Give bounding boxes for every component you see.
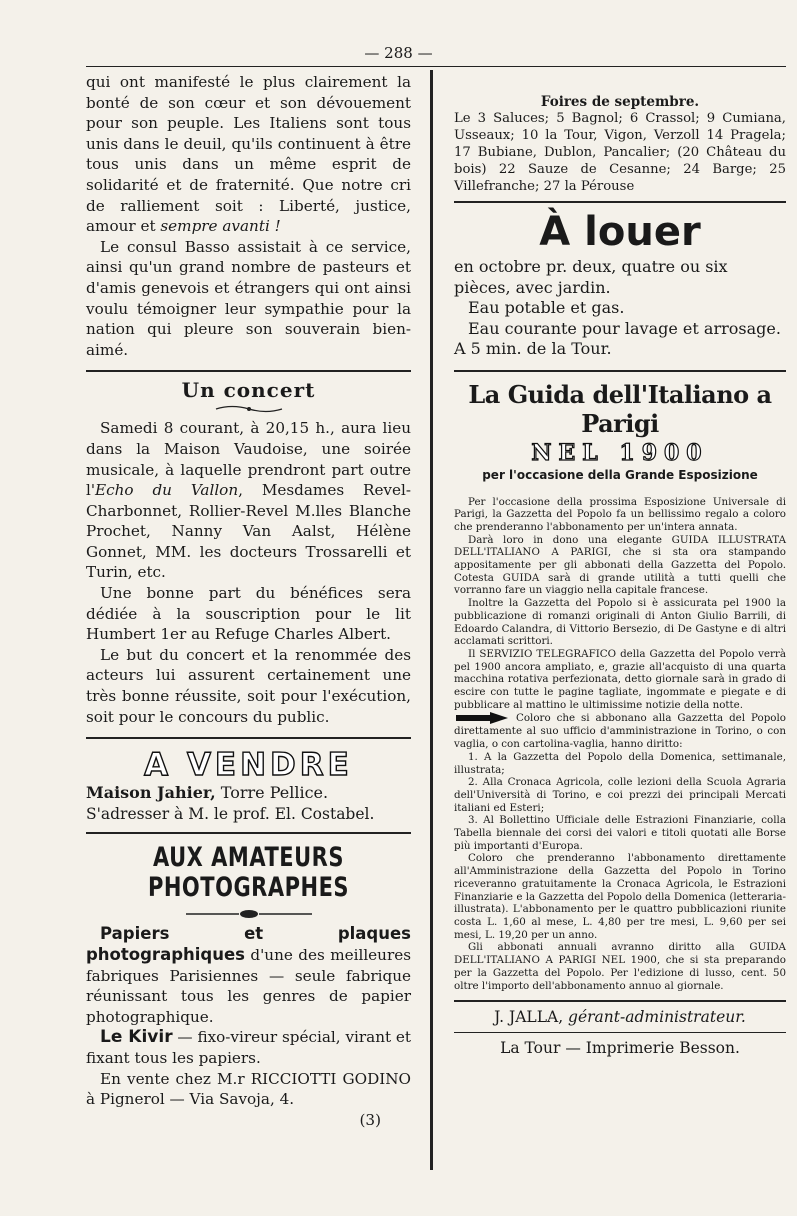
amateurs-title: AUX AMATEURS PHOTOGRAPHES <box>147 842 350 903</box>
imprimerie-line: La Tour — Imprimerie Besson. <box>500 1039 740 1058</box>
kivir-paragraph: Le Kivir — fixo-vireur spécial, virant et fixant tous les papiers. <box>86 1027 412 1067</box>
intro-paragraph: qui ont manifesté le plus clairement la bonté de son cœur et son dévouement pour son peuple. Les Italiens sont tous unis dans le deuil, qu'ils continuent à être tous unis dans un même esprit de solidarité et de fraternité. Que notre cri de ralliement soit : Liberté, justice, amour et sempre avanti ! <box>86 73 411 236</box>
guida-list-3: 3. Al Bollettino Ufficiale delle Estrazioni Finanziarie, colla Tabella biennale dei corsi dei valori e titoli quotati alle Borse più importanti d'Europa. <box>454 814 786 852</box>
concert-title: Un concert <box>181 378 316 403</box>
guida-occasione: per l'occasione della Grande Esposizione <box>482 467 758 482</box>
column-divider <box>430 70 433 1170</box>
guida-title: La Guida dell'Italiano a Parigi <box>468 379 772 438</box>
concert-paragraph-3: Le but du concert et la renommée des acteurs lui assurent certainement une très bonne réussite, soit pour l'exécution, soit pour le concours du public. <box>86 645 411 726</box>
louer-paragraph-1: en octobre pr. deux, quatre ou six pièces, avec jardin. <box>454 257 728 297</box>
avendre-line-2: S'adresser à M. le prof. El. Costabel. <box>86 804 375 823</box>
concert-paragraph-2: Une bonne part du bénéfices sera dédiée à la souscription pour le lit Humbert 1er au Refuge Charles Albert. <box>86 584 411 644</box>
louer-paragraph-2: Eau potable et gas. <box>468 298 625 317</box>
section-rule <box>454 370 786 372</box>
ornament-icon <box>184 908 314 920</box>
pointing-hand-icon <box>454 711 510 725</box>
section-rule <box>454 1032 786 1033</box>
left-column <box>86 72 411 1130</box>
avendre-line-1: Maison Jahier, Torre Pellice. <box>86 783 329 803</box>
concert-paragraph-1: Samedi 8 courant, à 20,15 h., aura lieu dans la Maison Vaudoise, une soirée musicale, à laquelle prendront part outre l'Echo du Vallon, Mesdames Revel-Charbonnet, Rollier-Revel M.lles Blanche Prochet, Nanny Van Aalst, Hélène Gonnet, MM. les docteurs Trossarelli et Turin, etc. <box>86 419 411 582</box>
avendre-title: A VENDRE <box>144 747 353 784</box>
section-rule <box>86 370 411 372</box>
vente-paragraph: En vente chez M.r RICCIOTTI GODINO à Pignerol — Via Savoja, 4. <box>86 1069 411 1109</box>
foires-text: Le 3 Saluces; 5 Bagnol; 6 Crassol; 9 Cumiana, Usseaux; 10 la Tour, Vigon, Verzoll 14 Pragela; 17 Bubiane, Dublon, Pancalier; (20 Château du bois) 22 Sauze de Cesanne; 24 Barge; 25 Villefranche; 27 la Pérouse <box>454 111 786 194</box>
section-rule <box>86 832 411 834</box>
guida-paragraph-7: Gli abbonati annuali avranno diritto alla GUIDA DELL'ITALIANO A PARIGI NEL 1900, che si sta preparando per la Gazzetta del Popolo. Per l'edizione di lusso, cent. 50 oltre l'importo dell'abbonamento annuo al giornale. <box>454 941 786 992</box>
section-rule <box>86 737 411 739</box>
page-number: — 288 — <box>364 44 433 62</box>
guida-list-2: 2. Alla Cronaca Agricola, colle lezioni della Scuola Agraria dell'Università di Torino, e coi prezzi dei principali Mercati italiani ed Esteri; <box>454 776 786 814</box>
guida-list-1: 1. A la Gazzetta del Popolo della Domenica, settimanale, illustrata; <box>454 750 786 776</box>
papiers-paragraph: Papiers et plaques photographiques d'une des meilleures fabriques Parisiennes — seule fabrique réunissant tous les genres de papier photographique. <box>86 924 411 1026</box>
jalla-signature: J. JALLA, gérant-administrateur. <box>494 1008 746 1027</box>
top-rule <box>86 66 786 67</box>
vente-number: (3) <box>359 1110 381 1129</box>
right-column <box>454 72 786 1057</box>
guida-paragraph-5: Coloro che si abbonano alla Gazzetta del Popolo direttamente al suo ufficio d'amministrazione in Torino, o con vaglia, o con cartolina-vaglia, hanno diritto: <box>454 712 786 751</box>
section-rule <box>454 1000 786 1002</box>
section-rule <box>454 201 786 203</box>
guida-paragraph-4: Il SERVIZIO TELEGRAFICO della Gazzetta del Popolo verrà pel 1900 ancora ampliato, e, grazie all'acquisto di una quarta macchina rotativa perfezionata, detto giornale sarà in grado di escire con tutte le pagine tagliate, ingommate e piegate e di pubblicare al mattino le ultimissime notizie della notte. <box>454 647 786 711</box>
guida-paragraph-1: Per l'occasione della prossima Esposizione Universale di Parigi, la Gazzetta del Popolo fa un bellissimo regalo a coloro che prenderanno l'abbonamento per un'intera annata. <box>454 495 786 533</box>
foires-title: Foires de septembre. <box>540 94 700 110</box>
alouer-title: À louer <box>539 209 701 255</box>
louer-paragraph-3: Eau courante pour lavage et arrosage. A 5 min. de la Tour. <box>454 318 781 358</box>
guida-paragraph-6: Coloro che prenderanno l'abbonamento direttamente all'Amministrazione della Gazzetta del Popolo in Torino riceveranno gratuitamente la Cronaca Agricola, le Estrazioni Finanziarie e la Gazzetta del Popolo della Domenica (letteraria-illustrata). L'abbonamento per le quattro pubblicazioni riunite costa L. 1,60 al mese, L. 4,80 per tre mesi, L. 9,60 per sei mesi, L. 19,20 per un anno. <box>454 852 786 941</box>
guida-paragraph-3: Inoltre la Gazzetta del Popolo si è assicurata pel 1900 la pubblicazione di romanzi originali di Anton Giulio Barrili, di Edoardo Calandra, di Vittorio Bersezio, di De Gastyne e di altri acclamati scrittori. <box>454 597 786 648</box>
guida-paragraph-2: Darà loro in dono una elegante GUIDA ILLUSTRATA DELL'ITALIANO A PARIGI, che si sta ora stampando appositamente per gli abbonati della Gazzetta del Popolo. Cotesta GUIDA sarà di grande utilità a tutti quelli che vorranno fare un viaggio nella capitale francese. <box>454 533 786 597</box>
consul-paragraph: Le consul Basso assistait à ce service, ainsi qu'un grand nombre de pasteurs et d'amis genevois et étrangers qui ont ainsi voulu témoigner leur sympathie pour la nation qui pleure son souverain bien-aimé. <box>86 237 411 359</box>
guida-nel-1900: NEL 1900 <box>531 439 709 466</box>
ornament-icon <box>214 404 284 414</box>
